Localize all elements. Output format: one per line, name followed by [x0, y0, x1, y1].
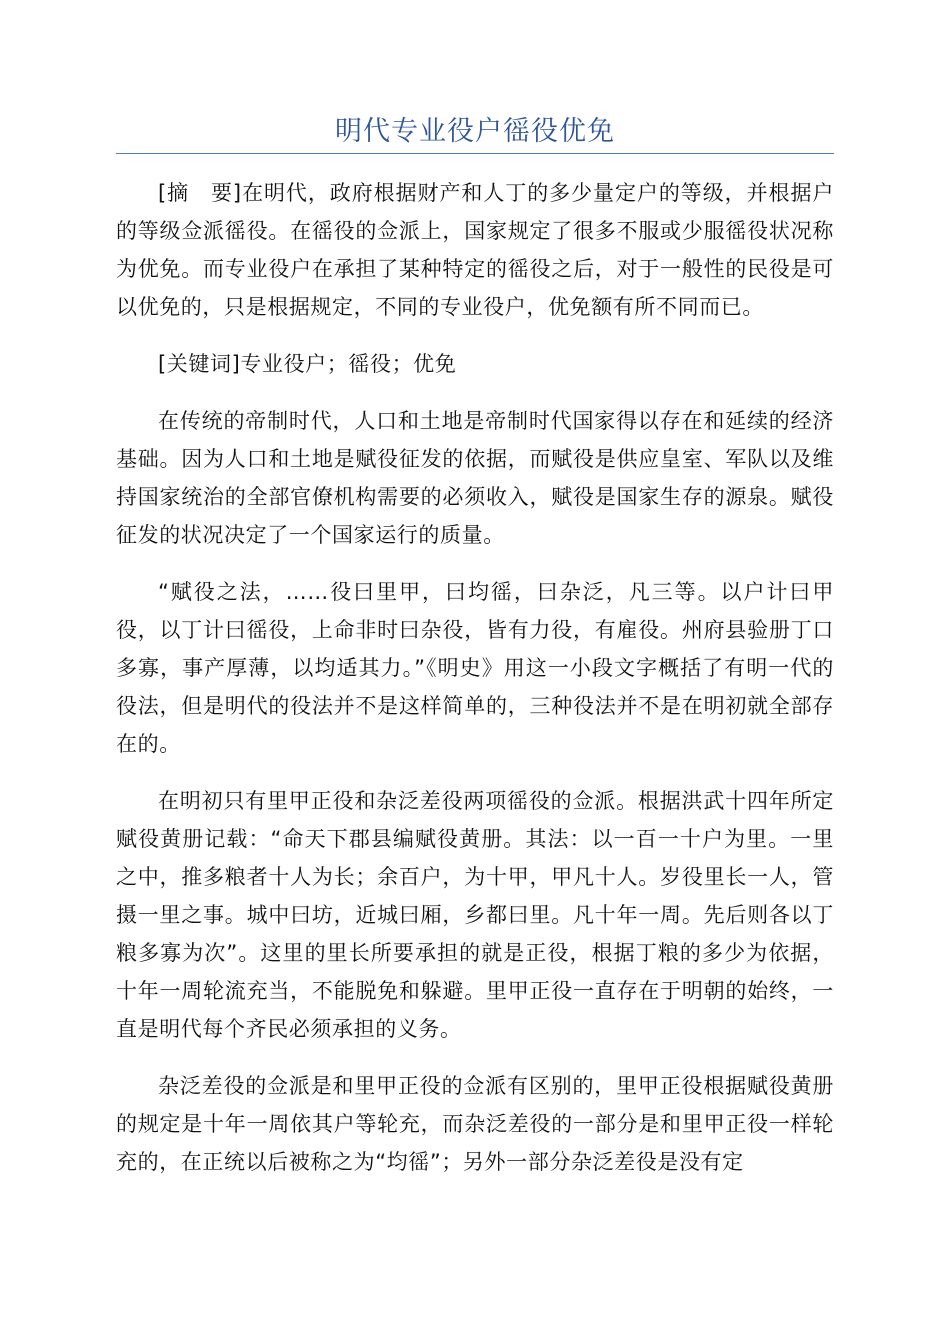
body-paragraph: 杂泛差役的佥派是和里甲正役的佥派有区别的，里甲正役根据赋役黄册的规定是十年一周依其户等轮充，而杂泛差役的一部分是和里甲正役一样轮充的，在正统以后被称之为“均徭”；另外一部分杂泛差役是没有定: [116, 1074, 834, 1174]
body-paragraph: 在传统的帝制时代，人口和土地是帝制时代国家得以存在和延续的经济基础。因为人口和土地是赋役征发的依据，而赋役是供应皇室、军队以及维持国家统治的全部官僚机构需要的必须收入，赋役是国家生存的源泉。赋役征发的状况决定了一个国家运行的质量。: [116, 409, 834, 547]
body-paragraph: “赋役之法，……役曰里甲，曰均徭，曰杂泛，凡三等。以户计曰甲役，以丁计曰徭役，上命非时曰杂役，皆有力役，有雇役。州府县验册丁口多寡，事产厚薄，以均适其力。”《明史》用这一小段文字概括了有明一代的役法，但是明代的役法并不是这样简单的，三种役法并不是在明初就全部存在的。: [116, 580, 834, 756]
keywords-paragraph: [关键词]专业役户；徭役；优免: [158, 352, 457, 376]
document-body: [116, 174, 834, 1200]
body-paragraph: 在明初只有里甲正役和杂泛差役两项徭役的佥派。根据洪武十四年所定赋役黄册记载：“命天下郡县编赋役黄册。其法：以一百一十户为里。一里之中，推多粮者十人为长；余百户，为十甲，甲凡十人。岁役里长一人，管摄一里之事。城中曰坊，近城曰厢，乡都曰里。凡十年一周。先后则各以丁粮多寡为次”。这里的里长所要承担的就是正役，根据丁粮的多少为依据，十年一周轮流充当，不能脱免和躲避。里甲正役一直存在于明朝的始终，一直是明代每个齐民必须承担的义务。: [116, 789, 834, 1041]
document-title: 明代专业役户徭役优免: [335, 116, 615, 147]
abstract-paragraph: [摘 要]在明代，政府根据财产和人丁的多少量定户的等级，并根据户的等级佥派徭役。在徭役的佥派上，国家规定了很多不服或少服徭役状况称为优免。而专业役户在承担了某种特定的徭役之后，对于一般性的民役是可以优免的，只是根据规定，不同的专业役户，优免额有所不同而已。: [116, 181, 834, 319]
title-underline: [116, 153, 834, 154]
